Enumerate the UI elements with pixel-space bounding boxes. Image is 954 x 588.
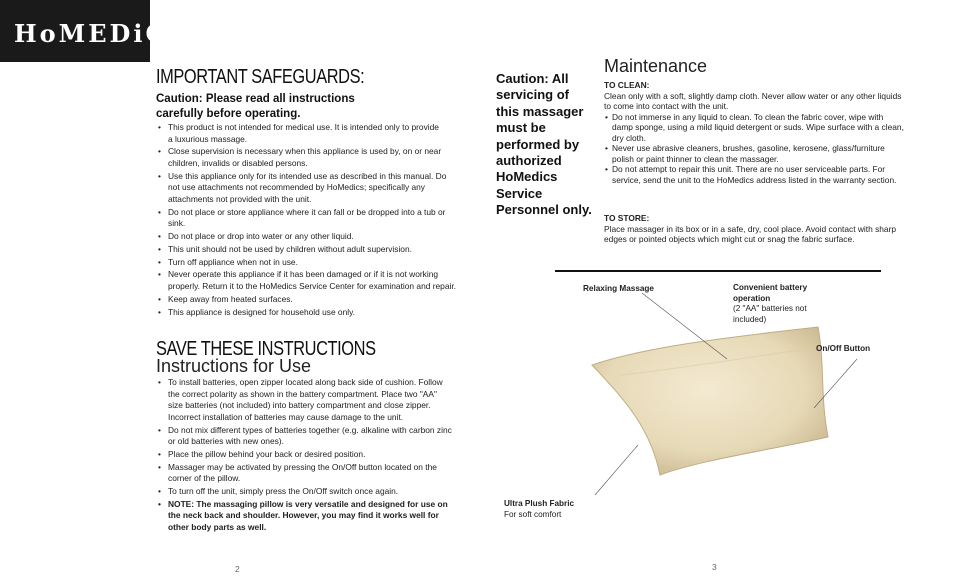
logo-wordmark: HoMEDiCS [14, 19, 188, 48]
list-item: • Place the pillow behind your back or desired position. [156, 449, 454, 461]
read-instructions-caution [156, 92, 396, 122]
callout-relaxing-massage: Relaxing Massage [583, 284, 654, 293]
safeguards-title: IMPORTANT SAFEGUARDS: [156, 66, 365, 88]
callout-onoff-button: On/Off Button [816, 344, 871, 353]
safeguards-list [156, 122, 456, 319]
list-item: • This product is not intended for medical use. It is intended only to provide a luxurious massage. [156, 122, 456, 145]
registered-mark: ® [188, 19, 196, 28]
callout-fabric [504, 499, 574, 520]
save-instructions-title: SAVE THESE INSTRUCTIONS [156, 338, 376, 360]
list-item: • Keep away from heated surfaces. [156, 294, 456, 306]
clean-point: • Do not attempt to repair this unit. There are no user serviceable parts. For service, send the unit to the HoMedics address listed in the warranty section. [604, 164, 904, 185]
clean-section [604, 80, 904, 185]
pillow-shape [592, 327, 828, 475]
callout-battery [733, 283, 828, 325]
clean-label: TO CLEAN: [604, 80, 650, 90]
list-item: • Massager may be activated by pressing the On/Off button located on the corner of the pillow. [156, 462, 454, 485]
list-item: • This unit should not be used by children without adult supervision. [156, 244, 456, 256]
pillow-illustration [500, 275, 900, 515]
brand-logo [0, 0, 196, 62]
list-item: • This appliance is designed for household use only. [156, 307, 456, 319]
clean-point: • Do not immerse in any liquid to clean. To clean the fabric cover, wipe with damp sponge, using a mild liquid detergent or suds. Wipe surface with a clean, dry cloth. [604, 112, 904, 144]
fabric-note: For soft comfort [504, 509, 562, 519]
page-number-right: 3 [712, 562, 717, 572]
list-item: • Use this appliance only for its intended use as described in this manual. Do not use attachments not recommended by HoMedics; specifically any attachments not provided with the unit. [156, 171, 456, 206]
service-caution: Caution: All servicing of this massager must be performed by authorized HoMedics Service Personnel only. [496, 71, 592, 218]
instructions-title: Instructions for Use [156, 356, 312, 376]
store-label: TO STORE: [604, 213, 650, 223]
battery-note: (2 "AA" batteries not included) [733, 304, 807, 324]
clean-point: • Never use abrasive cleaners, brushes, gasoline, kerosene, glass/furniture polish or paint thinner to clean the massager. [604, 143, 904, 164]
page-number-left: 2 [235, 564, 240, 574]
list-item: • Close supervision is necessary when this appliance is used by, on or near children, invalids or disabled persons. [156, 146, 456, 169]
list-item: • Do not mix different types of batteries together (e.g. alkaline with carbon zinc or old batteries with new ones). [156, 425, 454, 448]
fabric-leader-line [595, 445, 638, 495]
list-item: • Do not place or drop into water or any other liquid. [156, 231, 456, 243]
list-item: • Do not place or store appliance where it can fall or be dropped into a tub or sink. [156, 207, 456, 230]
caution-line-1: Caution: Please read all instructions [156, 93, 355, 105]
list-item-note: • NOTE: The massaging pillow is very versatile and designed for use on the neck back and shoulder. However, you may find it works well for other body parts as well. [156, 499, 454, 534]
maintenance-title: Maintenance [604, 56, 708, 76]
caution-line-2: carefully before operating. [156, 108, 301, 120]
battery-title: Convenient battery operation [733, 283, 808, 303]
section-divider [555, 270, 881, 272]
fabric-title: Ultra Plush Fabric [504, 499, 575, 508]
list-item: • To install batteries, open zipper located along back side of cushion. Follow the correct polarity as shown in the battery compartment. Place two "AA" size batteries (not included) into battery compartment and close zipper. Incorrect installation of batteries may cause damage to the unit. [156, 377, 454, 423]
store-section [604, 213, 904, 245]
list-item: • To turn off the unit, simply press the On/Off switch once again. [156, 486, 454, 498]
list-item: • Turn off appliance when not in use. [156, 257, 456, 269]
clean-text: Clean only with a soft, slightly damp cloth. Never allow water or any other liquids to come into contact with the unit. [604, 90, 902, 111]
list-item: • Never operate this appliance if it has been damaged or if it is not working properly. Return it to the HoMedics Service Center for examination and repair. [156, 269, 456, 292]
instructions-list [156, 377, 454, 535]
store-text: Place massager in its box or in a safe, dry, cool place. Avoid contact with sharp edges or pointed objects which might cut or snag the fabric surface. [604, 223, 897, 244]
